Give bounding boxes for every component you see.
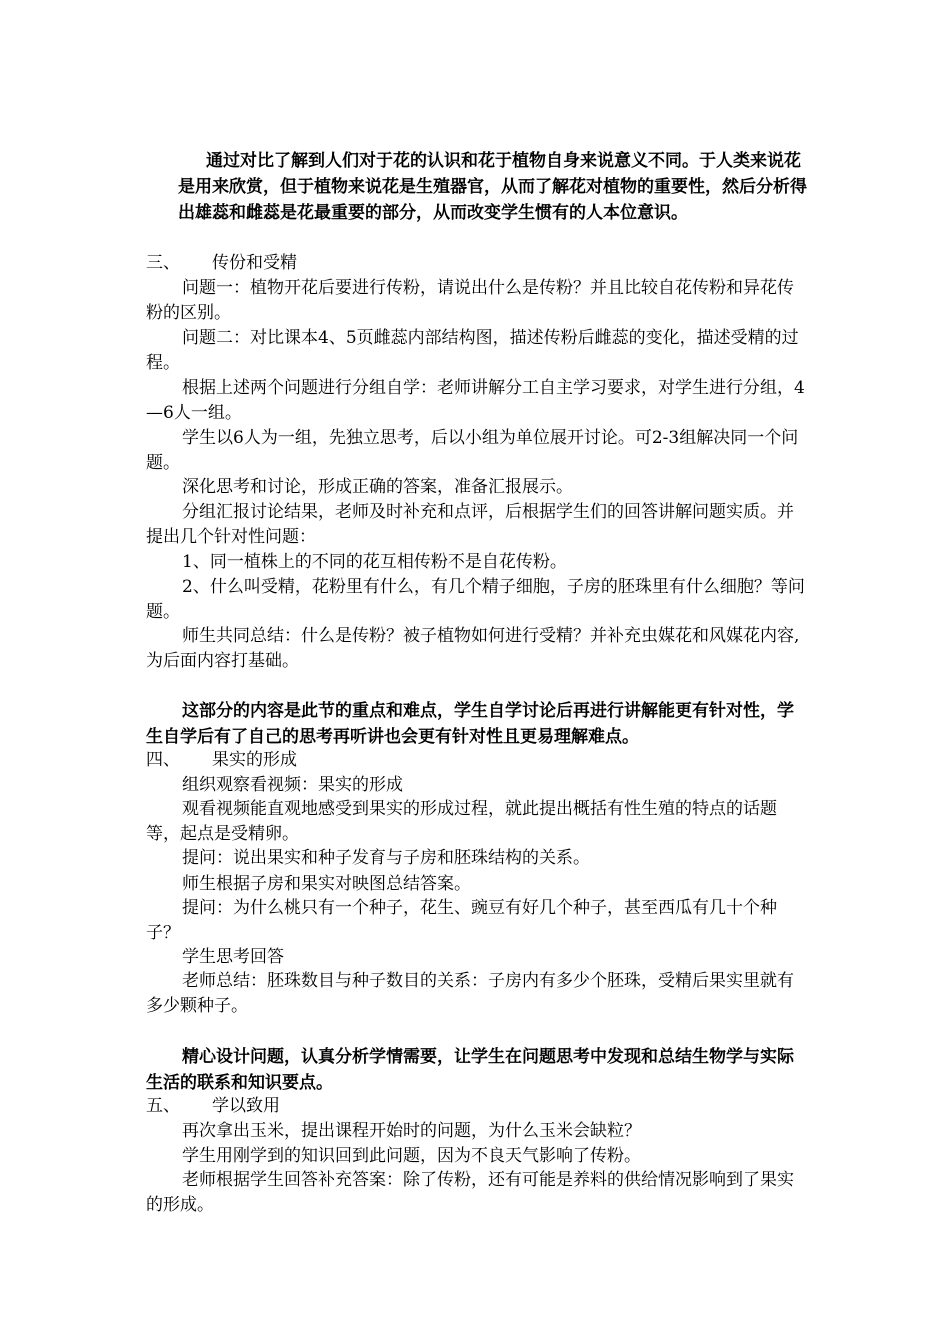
paragraph: 组织观察看视频：果实的形成 (182, 775, 403, 795)
paragraph: 分组汇报讨论结果，老师及时补充和点评，后根据学生们的回答讲解问题实质。并提出几个针对性问题： (146, 502, 794, 547)
section-heading-4 (146, 748, 297, 773)
paragraph: 师生根据子房和果实对映图总结答案。 (182, 874, 471, 894)
paragraph: 再次拿出玉米，提出课程开始时的问题，为什么玉米会缺粒？ (182, 1121, 641, 1141)
paragraph: 提问：说出果实和种子发育与子房和胚珠结构的关系。 (182, 848, 590, 868)
paragraph: 问题二：对比课本4、5页雌蕊内部结构图，描述传粉后雌蕊的变化，描述受精的过程。 (146, 328, 799, 373)
paragraph: 观看视频能直观地感受到果实的形成过程，就此提出概括有性生殖的特点的话题等，起点是受精卵。 (146, 799, 777, 844)
paragraph: 学生用刚学到的知识回到此问题，因为不良天气影响了传粉。 (182, 1146, 641, 1166)
paragraph: 问题一：植物开花后要进行传粉，请说出什么是传粉？并且比较自花传粉和异花传粉的区别。 (146, 278, 794, 323)
section-number: 五、 (146, 1096, 180, 1116)
paragraph: 深化思考和讨论，形成正确的答案，准备汇报展示。 (182, 477, 573, 497)
paragraph: 根据上述两个问题进行分组自学：老师讲解分工自主学习要求，对学生进行分组，4—6人一组。 (146, 378, 805, 423)
section-heading-5 (146, 1094, 280, 1119)
section-heading-3 (146, 251, 297, 276)
section-number: 三、 (146, 253, 180, 273)
paragraph: 老师根据学生回答补充答案：除了传粉，还有可能是养料的供给情况影响到了果实的形成。 (146, 1170, 794, 1215)
paragraph: 老师总结：胚珠数目与种子数目的关系：子房内有多少个胚珠，受精后果实里就有多少颗种子。 (146, 971, 794, 1016)
section-title: 传份和受精 (212, 253, 297, 273)
paragraph: 师生共同总结：什么是传粉？被子植物如何进行受精？并补充虫媒花和风媒花内容,为后面内容打基础。 (146, 626, 800, 671)
paragraph: 提问：为什么桃只有一个种子，花生、豌豆有好几个种子，甚至西瓜有几十个种子？ (146, 898, 777, 943)
paragraph: 学生以6人为一组，先独立思考，后以小组为单位展开讨论。可2-3组解决同一个问题。 (146, 428, 799, 473)
section-title: 果实的形成 (212, 750, 297, 770)
teaching-note-3: 精心设计问题，认真分析学情需要，让学生在问题思考中发现和总结生物学与实际生活的联系和知识要点。 (146, 1047, 794, 1093)
section-title: 学以致用 (212, 1096, 280, 1116)
teaching-note-2: 这部分的内容是此节的重点和难点，学生自学讨论后再进行讲解能更有针对性，学生自学后有了自己的思考再听讲也会更有针对性且更易理解难点。 (146, 701, 794, 747)
teaching-note-1: 通过对比了解到人们对于花的认识和花于植物自身来说意义不同。于人类来说花是用来欣赏，但于植物来说花是生殖器官，从而了解花对植物的重要性，然后分析得出雄蕊和雌蕊是花最重要的部分，从而改变学生惯有的人本位意识。 (178, 151, 807, 223)
paragraph: 1、同一植株上的不同的花互相传粉不是自花传粉。 (182, 552, 567, 572)
section-number: 四、 (146, 750, 180, 770)
paragraph: 学生思考回答 (182, 947, 284, 967)
paragraph: 2、什么叫受精，花粉里有什么，有几个精子细胞，子房的胚珠里有什么细胞？等问题。 (146, 577, 805, 622)
